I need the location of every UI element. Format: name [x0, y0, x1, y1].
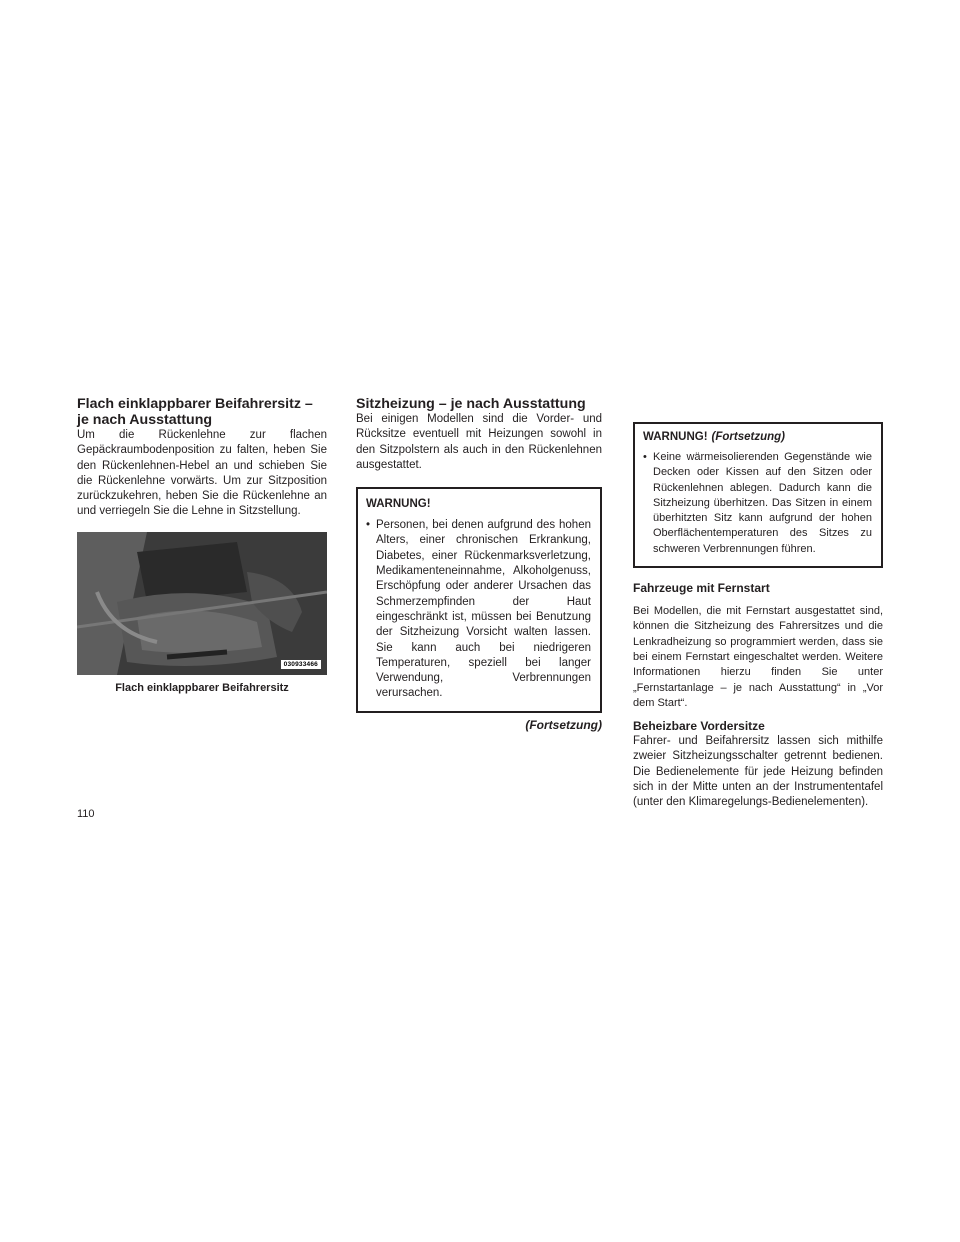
- seat-photo: [77, 532, 327, 675]
- column-left: [77, 396, 327, 695]
- seat-heating-body: Bei einigen Modellen sind die Vorder- und Rücksitze eventuell mit Heizungen sowohl in den Sitzpolstern als auch in den Rückenlehnen ausgestattet.: [356, 413, 602, 471]
- warning-box: [356, 487, 602, 713]
- heated-front-seats-body: Fahrer- und Beifahrersitz lassen sich mithilfe zweier Sitzheizungsschalter getrennt bedienen. Die Bedienelemente für jede Heizung befinden sich in der Mitte unten an der Instrumententafel (unter den Klimaregelungs-Bedienelementen).: [633, 735, 883, 809]
- warning-continued-label: (Fortsetzung): [711, 431, 785, 443]
- warning-bullet: [366, 518, 591, 702]
- page-number: 110: [77, 808, 95, 820]
- warning-bullet: [643, 450, 872, 557]
- subheading-remote-start: Fahrzeuge mit Fernstart: [633, 581, 770, 596]
- seat-illustration: [77, 532, 327, 675]
- warning-bullet-text: Keine wärmeisolierenden Gegenstände wie Decken oder Kissen auf den Sitzen oder Rückenlehnen ablegen. Dadurch kann die Sitzheizung überhitzen. Das Sitzen in einem überhitzten Sitz kann aufgrund der hohen Oberflächentemperaturen des Sitzes zu schweren Verbrennungen führen.: [653, 451, 872, 555]
- continued-label: (Fortsetzung): [525, 717, 602, 732]
- warning-bullet-text: Personen, bei denen aufgrund des hohen Alters, einer chronischen Erkrankung, Diabetes, einer Rückenmarksverletzung, Medikamenteneinnahme, Alkoholgenuss, Erschöpfung oder anderer Ursachen das Schmerzempfinden der Haut eingeschränkt ist, müssen bei Benutzung der Sitzheizung Vorsicht walten lassen. Sie kann auch bei niedrigeren Temperaturen, speziell bei langer Verwendung, Verbrennungen verursachen.: [376, 519, 591, 700]
- column-right: [633, 422, 883, 811]
- bullet-icon: •: [366, 519, 371, 532]
- fold-flat-seat-body: Um die Rückenlehne zur flachen Gepäckraumbodenposition zu falten, heben Sie den Rückenlehnen-Hebel an und schieben Sie die Rückenlehne vorwärts. Um zur Sitzposition zurückzukehren, heben Sie die Rückenlehne an und verriegeln Sie die Lehne in Sitzstellung.: [77, 429, 327, 518]
- subheading-heated-front-seats: Beheizbare Vordersitze: [633, 719, 765, 734]
- remote-start-body: Bei Modellen, die mit Fernstart ausgestattet sind, können die Sitzheizung des Fahrersitzes und die Lenkradheizung so programmiert werden, dass sie bei einem Fernstart eingeschaltet werden. Weitere Informationen hierzu finden Sie unter „Fernstartanlage – je nach Ausstattung“ in „Vor dem Start“.: [633, 605, 883, 709]
- photo-code: 030933466: [281, 660, 321, 669]
- column-middle: [356, 396, 602, 732]
- section-heading-fold-flat-seat: Flach einklappbarer Beifahrersitz – je nach Ausstattung: [77, 396, 313, 428]
- warning-title: WARNUNG!: [366, 498, 431, 511]
- photo-caption: Flach einklappbarer Beifahrersitz: [115, 681, 289, 694]
- warning-box-continued: [633, 422, 883, 568]
- section-heading-seat-heating: Sitzheizung – je nach Ausstattung: [356, 396, 586, 412]
- bullet-icon: •: [643, 451, 647, 463]
- warning-title-continued: [643, 430, 872, 445]
- warning-title-text: WARNUNG!: [643, 431, 708, 443]
